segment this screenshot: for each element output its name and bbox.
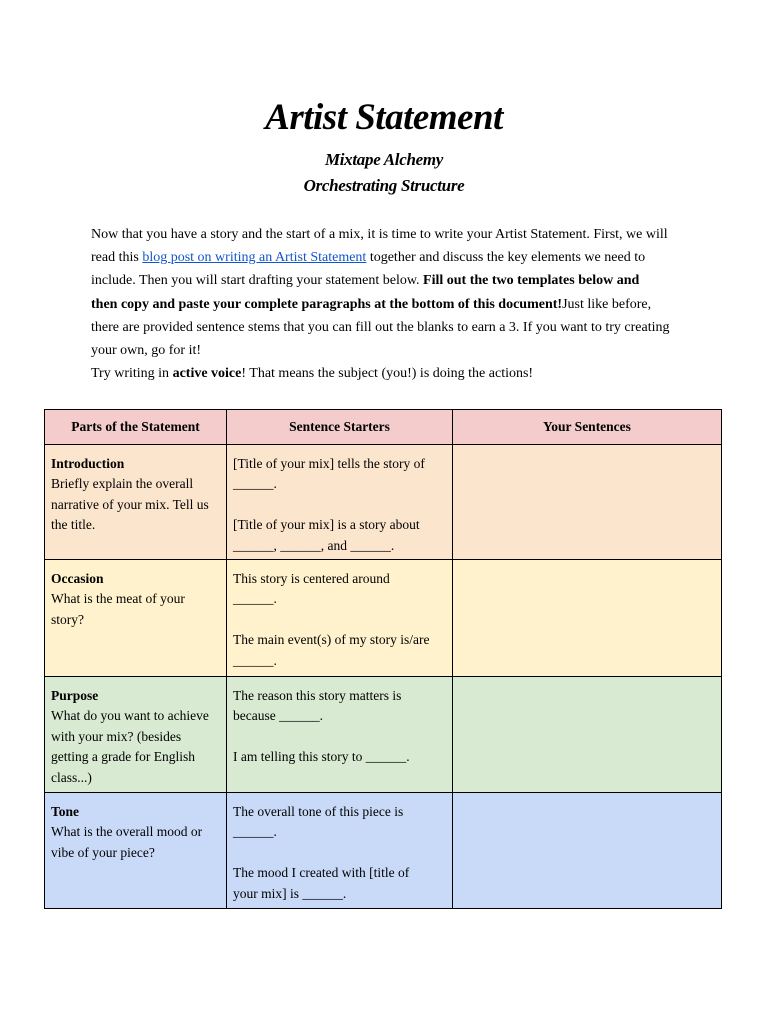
intro-bold-text: active voice (172, 366, 242, 382)
starter-cell (227, 793, 453, 909)
your-sentences-cell[interactable] (453, 793, 722, 909)
sentence-starter-line: ______. (233, 824, 277, 840)
sentence-starter-line: ______. (233, 476, 277, 492)
part-description-line: What do you want to achieve (51, 708, 209, 724)
part-description-line: vibe of your piece? (51, 844, 155, 860)
sentence-starter-line: because ______. (233, 708, 323, 724)
sentence-starter-line: The mood I created with [title of (233, 865, 410, 881)
intro-text: Just like before, (562, 296, 652, 312)
sentence-starter-line: The main event(s) of my story is/are (233, 632, 430, 648)
your-sentences-text[interactable] (453, 793, 721, 908)
part-description-line: with your mix? (besides (51, 728, 182, 744)
sentence-starter-line: ______, ______, and ______. (233, 537, 395, 553)
header-parts: Parts of the Statement (45, 410, 227, 445)
your-sentences-cell[interactable] (453, 560, 722, 677)
blog-post-link[interactable]: blog post on writing an Artist Statement (142, 250, 367, 266)
intro-line (91, 362, 691, 385)
sentence-starter-line: The overall tone of this piece is (233, 804, 404, 819)
part-description-line: narrative of your mix. Tell us (51, 496, 209, 512)
intro-line: your own, go for it! (91, 343, 202, 359)
intro-line: Now that you have a story and the start of a mix, it is time to write your Artist Statement. First, we will (91, 227, 668, 242)
part-cell (45, 560, 227, 677)
document-title: Artist Statement (265, 97, 503, 138)
part-cell (45, 445, 227, 560)
part-description-line: getting a grade for English (51, 749, 195, 765)
part-name: Occasion (51, 571, 104, 586)
table-row (45, 445, 722, 560)
starter-cell (227, 445, 453, 560)
sentence-starter-line: ______. (233, 652, 277, 668)
part-description-line: story? (51, 611, 84, 627)
sentence-starter-line: The reason this story matters is (233, 688, 402, 703)
sentence-starter-line: your mix] is ______. (233, 885, 347, 901)
intro-line (91, 269, 691, 292)
sentence-starter-line: ______. (233, 591, 277, 607)
intro-paragraph (91, 223, 691, 385)
intro-line (91, 246, 691, 269)
part-description-line: What is the overall mood or (51, 824, 203, 840)
your-sentences-text[interactable] (453, 560, 721, 676)
your-sentences-text[interactable] (453, 677, 721, 792)
document-subtitle-1: Mixtape Alchemy (324, 150, 444, 169)
sentence-starter-line: I am telling this story to ______. (233, 749, 410, 765)
header-your-sentences: Your Sentences (453, 410, 722, 445)
sentence-starter-line: [Title of your mix] tells the story of (233, 456, 425, 471)
document-subtitle-2: Orchestrating Structure (303, 176, 465, 195)
header-starters: Sentence Starters (227, 410, 453, 445)
intro-bold-text: then copy and paste your complete paragraphs at the bottom of this document! (91, 296, 563, 312)
intro-text: include. Then you will start drafting your statement below. (91, 273, 424, 289)
intro-text: together and discuss the key elements we need to (366, 250, 646, 266)
table-row (45, 793, 722, 909)
sentence-starter-line: This story is centered around (233, 571, 390, 586)
part-description-line: What is the meat of your (51, 591, 185, 607)
intro-bold-text: Fill out the two templates below and (423, 273, 640, 289)
your-sentences-cell[interactable] (453, 677, 722, 793)
intro-text: ! That means the subject (you!) is doing the actions! (241, 366, 534, 382)
part-name: Tone (51, 804, 80, 819)
part-cell (45, 677, 227, 793)
your-sentences-text[interactable] (453, 445, 721, 559)
intro-line: there are provided sentence stems that you can fill out the blanks to earn a 3. If you want to try creating (91, 319, 670, 335)
part-name: Purpose (51, 688, 99, 703)
statement-table (44, 409, 722, 909)
sentence-starter-line: [Title of your mix] is a story about (233, 517, 420, 533)
intro-text: Try writing in (91, 366, 173, 382)
table-row (45, 560, 722, 677)
table-header-row (45, 410, 722, 445)
part-description-line: Briefly explain the overall (51, 476, 194, 492)
part-description-line: class...) (51, 769, 92, 785)
starter-cell (227, 677, 453, 793)
part-cell (45, 793, 227, 909)
intro-text: read this (91, 250, 143, 266)
starter-cell (227, 560, 453, 677)
your-sentences-cell[interactable] (453, 445, 722, 560)
part-description-line: the title. (51, 517, 96, 533)
intro-line (91, 293, 691, 316)
part-name: Introduction (51, 456, 125, 471)
table-row (45, 677, 722, 793)
